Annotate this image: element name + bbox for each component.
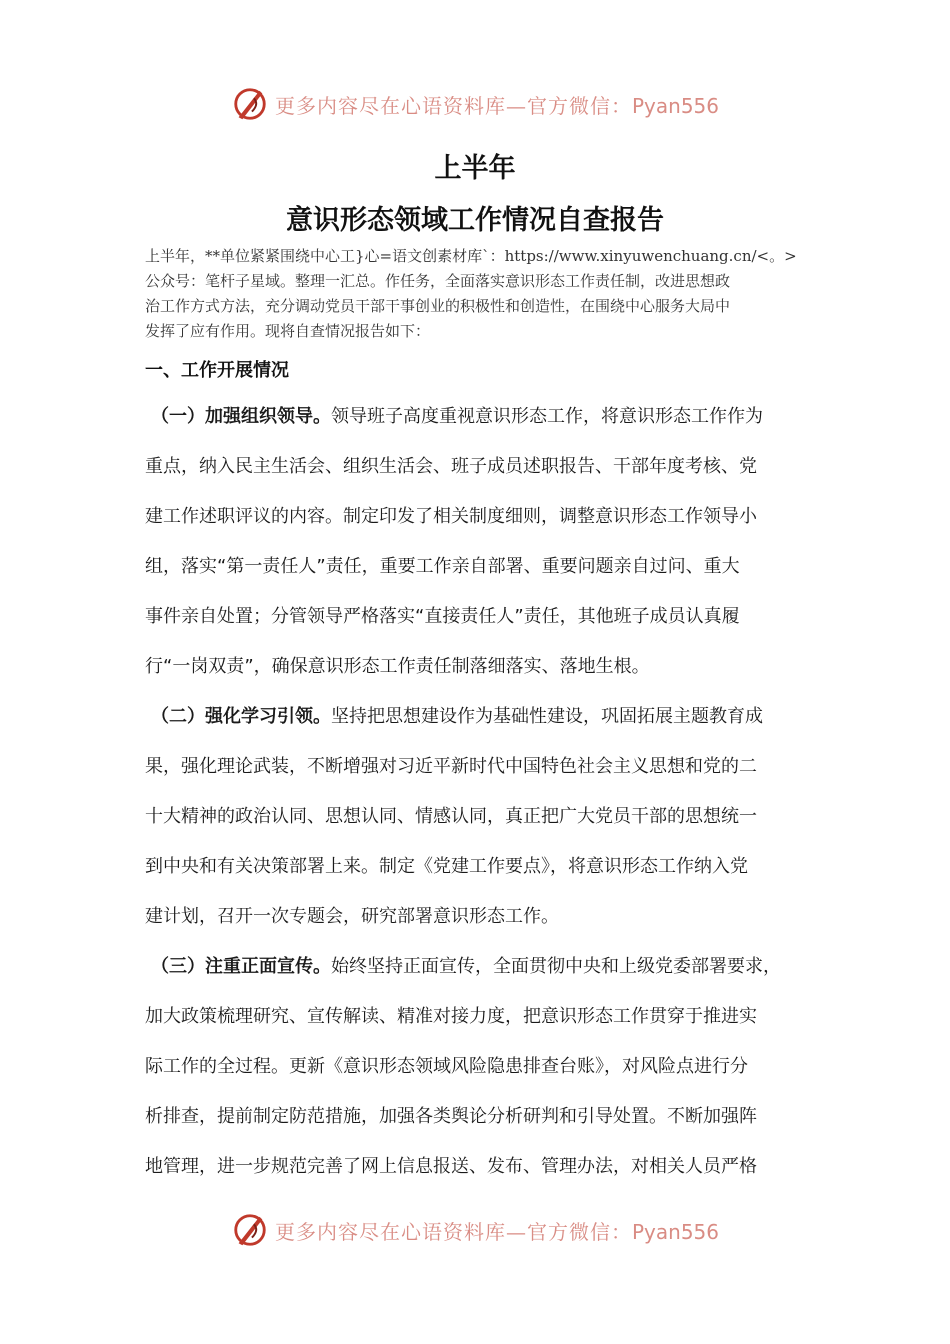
intro-line: 上半年，**单位紧紧围绕中心工}心=语文创素材库`：https://www.xinyuwenchuang.cn/<。> (145, 247, 797, 265)
footer-watermark (0, 1208, 950, 1252)
paragraph-line: 到中央和有关决策部署上来。制定《党建工作要点》，将意识形态工作纳入党 (145, 856, 748, 877)
paragraph-line: 行“一岗双责”，确保意识形态工作责任制落细落实、落地生根。 (145, 656, 650, 677)
paragraph-line: 组，落实“第一责任人”责任，重要工作亲自部署、重要问题亲自过问、重大 (145, 556, 740, 577)
watermark-text: 更多内容尽在心语资料库—官方微信：Pyan556 (274, 1219, 719, 1244)
section-heading: 一、工作开展情况 (145, 360, 289, 381)
paragraph-first-line: （一）加强组织领导。领导班子高度重视意识形态工作，将意识形态工作作为 (151, 406, 763, 427)
wechat-id: Pyan556 (631, 93, 719, 118)
wechat-id: Pyan556 (631, 1219, 719, 1244)
section-body (145, 392, 810, 1192)
paragraph-line: 加大政策梳理研究、宣传解读、精准对接力度，把意识形态工作贯穿于推进实 (145, 1006, 757, 1027)
paragraph-lead: （二）强化学习引领。 (151, 706, 331, 727)
paragraph-line: 事件亲自处置；分管领导严格落实“直接责任人”责任，其他班子成员认真履 (145, 606, 740, 627)
header-watermark (0, 82, 950, 126)
paragraph-lead: （一）加强组织领导。 (151, 406, 331, 427)
paragraph-line: 果，强化理论武装，不断增强对习近平新时代中国特色社会主义思想和党的二 (145, 756, 757, 777)
paragraph-line: 建工作述职评议的内容。制定印发了相关制度细则，调整意识形态工作领导小 (145, 506, 757, 527)
watermark-text: 更多内容尽在心语资料库—官方微信：Pyan556 (274, 93, 719, 118)
intro-line: 治工作方式方法，充分调动党员干部干事创业的积极性和创造性，在围绕中心服务大局中 (145, 297, 731, 315)
paragraph-lead: （三）注重正面宣传。 (151, 956, 331, 977)
paragraph-line: 重点，纳入民主生活会、组织生活会、班子成员述职报告、干部年度考核、党 (145, 456, 757, 477)
paragraph-line: 建计划，召开一次专题会，研究部署意识形态工作。 (145, 906, 559, 927)
document-title-line2: 意识形态领域工作情况自查报告 (286, 205, 664, 236)
intro-paragraph (145, 244, 810, 344)
paragraph-line: 际工作的全过程。更新《意识形态领域风险隐患排查台账》，对风险点进行分 (145, 1056, 748, 1077)
paragraph-first-line: （三）注重正面宣传。始终坚持正面宣传，全面贯彻中央和上级党委部署要求， (151, 956, 781, 977)
paragraph-line: 析排查，提前制定防范措施，加强各类舆论分析研判和引导处置。不断加强阵 (145, 1106, 757, 1127)
intro-line: 公众号：笔杆子星域。整理一汇总。作任务，全面落实意识形态工作责任制，改进思想政 (145, 272, 731, 290)
intro-line: 发挥了应有作用。现将自查情况报告如下： (145, 322, 431, 340)
paragraph-first-line: （二）强化学习引领。坚持把思想建设作为基础性建设，巩固拓展主题教育成 (151, 706, 763, 727)
quill-pen-logo-icon (231, 1211, 269, 1249)
paragraph-line: 地管理，进一步规范完善了网上信息报送、发布、管理办法，对相关人员严格 (145, 1156, 757, 1177)
quill-pen-logo-icon (231, 85, 269, 123)
paragraph-line: 十大精神的政治认同、思想认同、情感认同，真正把广大党员干部的思想统一 (145, 806, 757, 827)
document-title-line1: 上半年 (434, 153, 516, 184)
